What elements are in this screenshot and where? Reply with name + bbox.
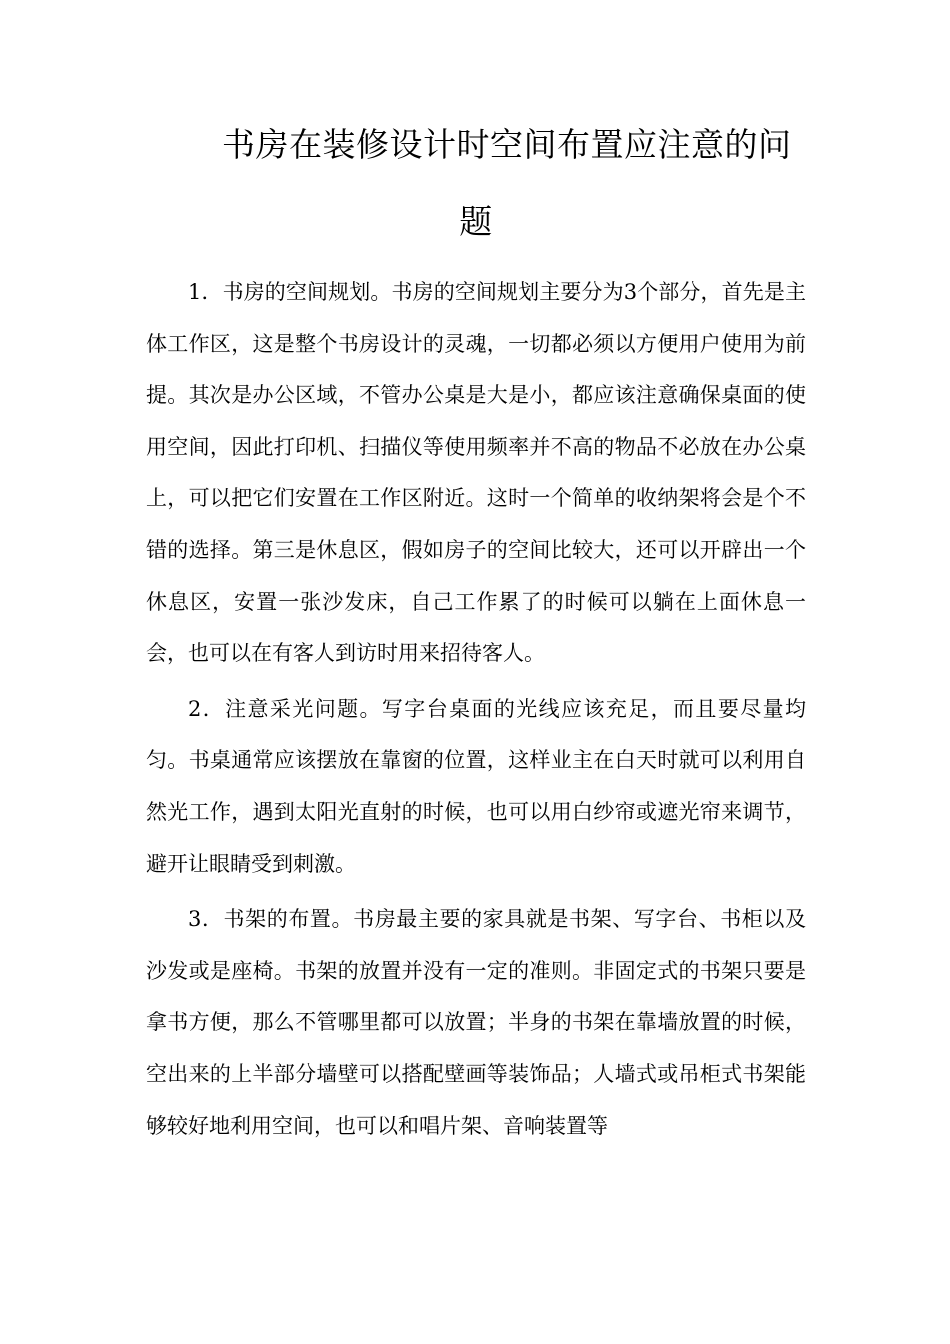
paragraph-bookshelf: 3．书架的布置。书房最主要的家具就是书架、写字台、书柜以及沙发或是座椅。书架的放置并没有一定的准则。非固定式的书架只要是拿书方便，那么不管哪里都可以放置；半身的书架在靠墙放置的时候，空出来的上半部分墙壁可以搭配壁画等装饰品；人墙式或吊柜式书架能够较好地利用空间，也可以和唱片架、音响装置等 <box>146 907 806 1138</box>
paragraph-space-planning: 1．书房的空间规划。书房的空间规划主要分为3个部分，首先是主体工作区，这是整个书房设计的灵魂，一切都必须以方便用户使用为前提。其次是办公区域，不管办公桌是大是小，都应该注意确保桌面的使用空间，因此打印机、扫描仪等使用频率并不高的物品不必放在办公桌上，可以把它们安置在工作区附近。这时一个简单的收纳架将会是个不错的选择。第三是休息区，假如房子的空间比较大，还可以开辟出一个休息区，安置一张沙发床，自己工作累了的时候可以躺在上面休息一会，也可以在有客人到访时用来招待客人。 <box>146 280 806 666</box>
paragraph-lighting: 2．注意采光问题。写字台桌面的光线应该充足，而且要尽量均匀。书桌通常应该摆放在靠窗的位置，这样业主在白天时就可以利用自然光工作，遇到太阳光直射的时候，也可以用白纱帘或遮光帘来调节，避开让眼睛受到刺激。 <box>146 696 806 876</box>
document-body <box>146 267 806 1156</box>
document-title: 书房在装修设计时空间布置应注意的问 <box>222 125 792 164</box>
document-title-continued: 题 <box>459 202 493 241</box>
